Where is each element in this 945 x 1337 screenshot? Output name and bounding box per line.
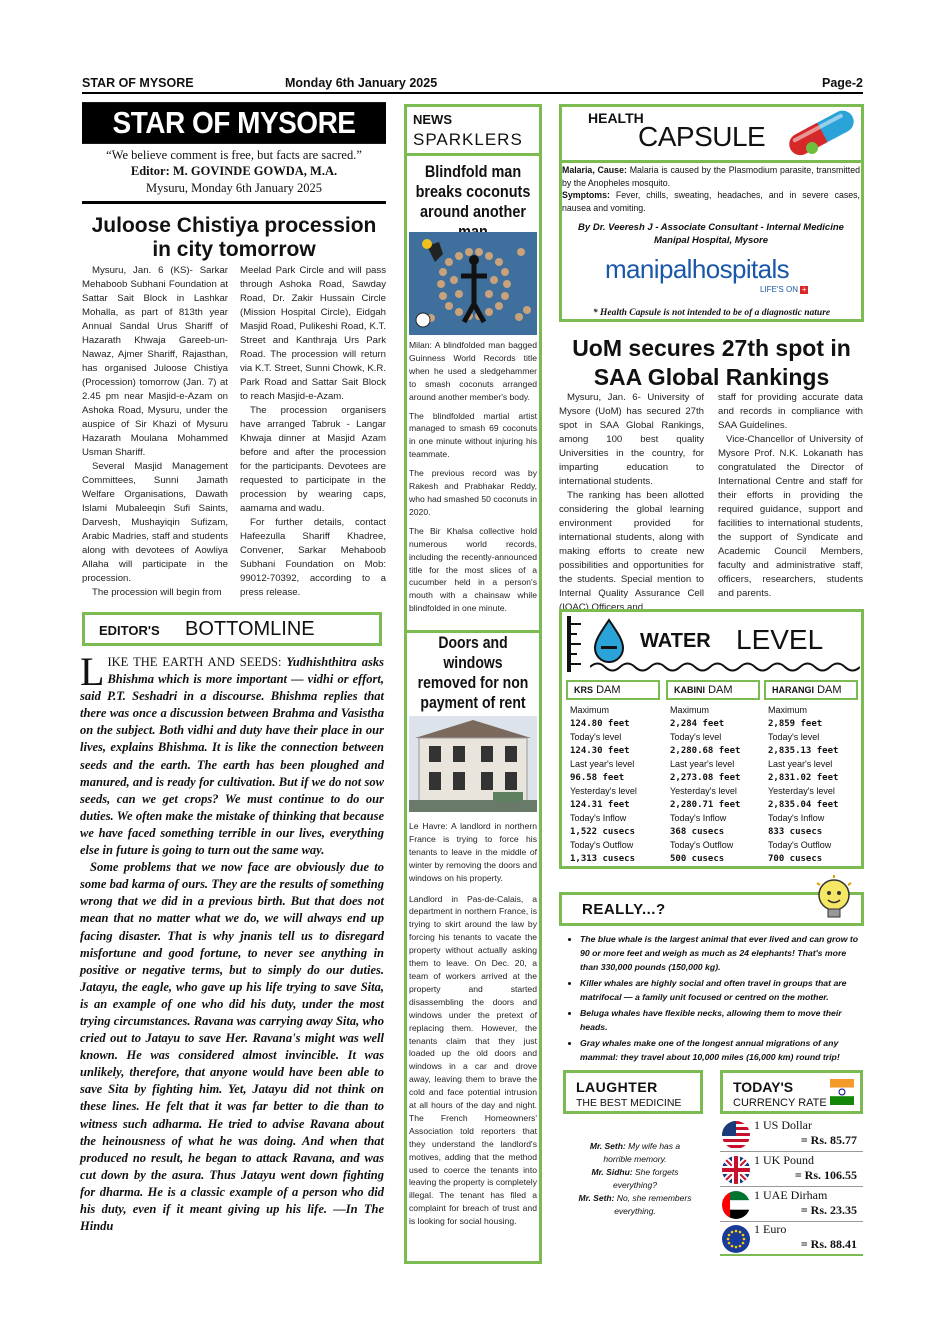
- lightbulb-icon: [813, 875, 855, 925]
- lead-para: Mysuru, Jan. 6 (KS)- Sarkar Mehaboob Subhani Foundation at Sattar Sait Block in Lashkar Mohalla, as part of 813th year Annual Sandal Urus Shariff of Hazarath Khwaja Gareeb-un-Nawaz, Ajmer Shariff, Rajasthan, has organised Juloose Chistiya (Procession) tomorrow (Jan. 7) at 2.45 pm near Masjid-e-Azam on Ashoka Road, Mysuru, under the auspice of Sir Khazi of Mysuru Hazarath Moulana Mohammed Usman Shariff.: [82, 265, 228, 458]
- dam-row: [570, 839, 662, 866]
- headline-line: Blindfold man: [424, 162, 522, 181]
- story-para: Landlord in Pas-de-Calais, a department in northern France, is trying to skirt around the law by forcing his tenants to vacate the property without actually asking them to leave. On Dec. 20, a team of workers arrived at the property and started disassembling the doors and windows under the pretext of replacing them. However, the tenants claim that they just loaded up the old doors and windows in a car and drove away, leaving them to brave the cold and face potential intrusion at all hours of the day and night. The French Homeowners' Association told reporters that they understand the landlord's motives, adding that the method used to coerce the tenants into leaving the property is completely illegal. The tenant has filed a complaint for breach of trust and is looking for social housing.: [409, 893, 537, 1227]
- currency-value: = Rs. 23.35: [800, 1203, 857, 1217]
- dam-row: [570, 758, 662, 785]
- uom-column-2: [718, 391, 863, 601]
- currency-value: = Rs. 106.55: [794, 1168, 857, 1182]
- byline-line: Manipal Hospital, Mysore: [653, 234, 769, 246]
- lead-para: The procession will begin from: [92, 587, 222, 598]
- label-bold: NEWS: [413, 112, 452, 127]
- row-label: Last year's level: [670, 759, 735, 769]
- dam-row: [670, 704, 762, 731]
- currency-row-aed: [720, 1188, 863, 1222]
- row-label: Today's Outflow: [670, 840, 734, 850]
- tagline-text: LIFE'S ON: [760, 285, 798, 294]
- dam-row: [768, 839, 860, 866]
- row-value: 2,280.71 feet: [670, 800, 741, 810]
- plus-icon: +: [801, 285, 807, 294]
- row-value: 2,859 feet: [768, 719, 823, 729]
- health-disclaimer: * Health Capsule is not intended to be of a diagnostic nature: [592, 308, 831, 318]
- row-label: Today's Inflow: [670, 813, 727, 823]
- health-text: [562, 164, 860, 214]
- page-header: [82, 74, 863, 94]
- headline-line: SAA Global Rankings: [593, 364, 830, 390]
- row-value: 124.31 feet: [570, 800, 630, 810]
- row-label: Yesterday's level: [768, 786, 835, 796]
- dam-data-kabini: [670, 704, 762, 866]
- row-value: 124.30 feet: [570, 746, 630, 756]
- uom-para: Mysuru, Jan. 6- University of Mysore (UoM) has secured 27th spot in SAA Global Rankings, among 100 best quality Universities in the country, for imparting education to international students.: [559, 392, 704, 487]
- editorial-para: Some problems that we now face are obviously due to some bad karma of ours. They are the results of something wrong that we did in a previous birth. But that does not mean that no matter what we do, we will always end up facing disaster. That is why jnanis tell us to disregard misfortune and good fortune, to never see anything in positive or negative terms, but to simply do our duties. Jatayu, the eagle, who gave up his life trying to save Sita, is an example of one who did his duty, under the most trying circumstances. Ravana was carrying away Sita, who cried out to Jatayu to save Her. Ravana's might was well known. He was considered almost invincible. It was unlikely, therefore, that anyone would have been able to save Sita by fighting him. Yet, Jatayu did not think on these lines. He felt that it was far better to die than to witness such adharma. He tried to advise Ravana about the heinousness of what he was doing. And when that produced no result, he began to attack Ravana, and was cut down by the asura. Thus Jatayu went down fighting for dharma. He is a classic example of a person who did his duty, even if it meant giving up his life. —In The Hindu: [80, 860, 384, 1234]
- masthead-motto: “We believe comment is free, but facts are sacred.”: [106, 148, 362, 162]
- lead-para: For further details, contact Hafeezulla Shariff Khadree, Convener, Sarkar Mehaboob Subhani Foundation on Mob: 99012-70392, according to a press release.: [240, 517, 386, 598]
- byline-line: By Dr. Veeresh J - Associate Consultant - Internal Medicine: [578, 222, 844, 233]
- us-flag-icon: [722, 1121, 750, 1149]
- masthead-dateline: Mysuru, Monday 6th January 2025: [145, 181, 323, 195]
- health-label-light: CAPSULE: [638, 121, 766, 152]
- line-text: She forgets everything?: [613, 1167, 679, 1190]
- malaria-text: Malaria is caused by the Plasmodium parasite, transmitted by the Anopheles mosquito.: [562, 165, 860, 188]
- currency-value: = Rs. 85.77: [800, 1133, 857, 1147]
- manipal-tagline: [760, 285, 808, 294]
- row-label: Maximum: [768, 705, 808, 715]
- india-flag-icon: [830, 1079, 854, 1105]
- joke-line: [575, 1166, 695, 1192]
- dam-data-krs: [570, 704, 662, 866]
- lead-column-2: [240, 264, 386, 600]
- really-label: REALLY...?: [582, 901, 666, 918]
- masthead-title: STAR OF MYSORE: [82, 102, 386, 144]
- currency-value: = Rs. 88.41: [800, 1237, 857, 1251]
- health-byline: [562, 222, 860, 247]
- row-value: 1,313 cusecs: [570, 854, 636, 864]
- dam-row: [768, 731, 860, 758]
- editorial-lead-caps: IKE THE EARTH AND SEEDS:: [107, 655, 282, 669]
- speaker: Mr. Seth:: [578, 1193, 615, 1203]
- editorial-para: Yudhishthitra asks Bhishma which is more important — vidhi or effort, said P.T. Seshadri in a discourse. Bhishma replies that there was once a discussion between Brahma and Vasistha on the subject. Both vidhi and duty have their place in our lives, explains Bhishma. It is like the connection between seeds and the earth. The earth has been ploughed and manured, and is ready for cultivation. But if we do not sow seeds, can we get crops? We must continue to do our duties. We often make the mistake of thinking that because we have faced something terrible in our lives, everything else in future is going to turn out the same way.: [80, 655, 384, 858]
- row-value: 2,835.04 feet: [768, 800, 839, 810]
- page-number: Page-2: [822, 76, 863, 90]
- fact-item: • Beluga whales have flexible necks, allowing them to move their heads.: [580, 1006, 864, 1034]
- row-value: 1,522 cusecs: [570, 827, 636, 837]
- dam-short: KABINI: [674, 685, 705, 695]
- masthead-editor: Editor: M. GOVINDE GOWDA, M.A.: [130, 164, 338, 178]
- row-value: 368 cusecs: [670, 827, 725, 837]
- label-bold: EDITOR'S: [99, 623, 160, 638]
- row-value: 96.58 feet: [570, 773, 625, 783]
- dam-row: [570, 731, 662, 758]
- dam-row: [768, 785, 860, 812]
- story-para: The Bir Khalsa collective hold numerous world records, including the recently-announced title for the most slices of a cucumber held in a person's mouth with a chainsaw while blindfolded in one minute.: [409, 525, 537, 614]
- water-label-bold: WATER: [640, 630, 711, 652]
- dam-row: [570, 812, 662, 839]
- dam-row: [768, 758, 860, 785]
- speaker: Mr. Sidhu:: [591, 1167, 633, 1177]
- story1-headline: [414, 162, 531, 242]
- dam-suffix: DAM: [817, 684, 842, 696]
- joke: [575, 1140, 695, 1218]
- currency-name: 1 US Dollar: [754, 1118, 812, 1132]
- dam-tab-kabini: [666, 680, 760, 700]
- row-value: 2,835.13 feet: [768, 746, 839, 756]
- dam-tab-harangi: [764, 680, 858, 700]
- lead-column-1: [82, 264, 228, 600]
- row-value: 2,280.68 feet: [670, 746, 741, 756]
- dam-data-harangi: [768, 704, 860, 866]
- currency-name: 1 Euro: [754, 1222, 787, 1236]
- joke-line: [575, 1192, 695, 1218]
- fact-item: • The blue whale is the largest animal that ever lived and can grow to 90 or more feet and weigh as much as 24 elephants! That's more than 330,000 pounds (150,000 kg).: [580, 932, 864, 974]
- editors-bottomline-label: [82, 612, 382, 646]
- story2-headline: [414, 633, 531, 713]
- label-bold: LAUGHTER: [576, 1079, 658, 1095]
- row-label: Yesterday's level: [670, 786, 737, 796]
- really-facts: [570, 932, 864, 1066]
- row-value: 2,284 feet: [670, 719, 725, 729]
- story-para: Milan: A blindfolded man bagged Guinness World Records title when he used a sledgehammer to smash coconuts arranged around another member's body.: [409, 340, 537, 402]
- health-label-bold: HEALTH: [588, 110, 644, 126]
- coconut-photo: [409, 232, 537, 335]
- fact-item: • Gray whales make one of the longest annual migrations of any mammal: they travel about 10,000 miles (16,000 km) round trip!: [580, 1036, 864, 1064]
- uae-flag-icon: [722, 1191, 750, 1219]
- label-light: BOTTOMLINE: [185, 618, 315, 640]
- uom-para: Vice-Chancellor of University of Mysore Prof. N.K. Lokanath has congratulated the Director of International Centre and staff for their efforts in providing the required guidance, support and facilities to international students, the support of Syndicate and Academic Council Members, faculty and administrative staff, officers, researchers, students and parents.: [718, 434, 863, 599]
- malaria-label: Malaria, Cause:: [562, 165, 627, 175]
- coconut-illustration: [409, 232, 537, 335]
- label-light: SPARKLERS: [413, 130, 523, 149]
- row-value: 700 cusecs: [768, 854, 823, 864]
- uom-headline: [559, 334, 864, 392]
- house-photo: [409, 716, 537, 812]
- water-label-light: LEVEL: [736, 624, 824, 655]
- eu-flag-icon: [722, 1225, 750, 1253]
- row-value: 833 cusecs: [768, 827, 823, 837]
- currency-row-usd: [720, 1118, 863, 1152]
- row-label: Maximum: [670, 705, 710, 715]
- story-para: The blindfolded martial artist managed to smash 69 coconuts in one minute without injuring his teammate.: [409, 410, 537, 460]
- capsule-icon: [780, 108, 862, 156]
- speaker: Mr. Seth:: [589, 1141, 626, 1151]
- symptoms-text: Fever, chills, sweating, headaches, and in severe cases, nausea and vomiting.: [562, 190, 860, 213]
- label-light: CURRENCY RATE: [733, 1097, 827, 1109]
- headline-line: Doors and windows: [438, 634, 508, 672]
- story2-body: [409, 820, 537, 1228]
- laughter-label-box: [563, 1070, 703, 1114]
- label-light: THE BEST MEDICINE: [576, 1097, 682, 1109]
- row-value: 2,273.08 feet: [670, 773, 741, 783]
- uom-column-1: [559, 391, 704, 615]
- row-label: Today's Outflow: [570, 840, 634, 850]
- headline-line: payment of rent: [420, 694, 526, 712]
- dam-row: [570, 704, 662, 731]
- currency-name: 1 UK Pound: [754, 1153, 815, 1167]
- dam-row: [670, 758, 762, 785]
- row-label: Today's level: [670, 732, 722, 742]
- dam-tab-krs: [566, 680, 660, 700]
- lead-headline: [82, 214, 386, 262]
- headline-line: removed for non: [417, 674, 529, 692]
- row-value: 500 cusecs: [670, 854, 725, 864]
- story-para: Le Havre: A landlord in northern France is trying to force his tenants to leave in the middle of winter by removing the doors and windows on his property.: [409, 821, 537, 883]
- row-label: Today's level: [570, 732, 622, 742]
- lead-headline-line-1: Juloose Chistiya procession: [91, 214, 377, 237]
- news-sparklers-label: [404, 104, 542, 156]
- currency-name: 1 UAE Dirham: [754, 1188, 828, 1202]
- row-label: Maximum: [570, 705, 610, 715]
- headline-line: UoM secures 27th spot in: [572, 335, 851, 361]
- uom-para: The ranking has been allotted considering the global learning environment provided for international students, along with making efforts to create new possibilities and opportunities for the students. Special mention to Internal Quality Assurance Cell (IQAC) Officers and: [559, 490, 704, 613]
- dam-row: [670, 785, 762, 812]
- line-text: My wife has a horrible memory.: [603, 1141, 681, 1164]
- dam-row: [570, 785, 662, 812]
- label-bold: TODAY'S: [733, 1079, 794, 1095]
- dam-short: KRS: [574, 685, 594, 695]
- row-label: Today's Inflow: [768, 813, 825, 823]
- dam-short: HARANGI: [772, 685, 814, 695]
- issue-date: Monday 6th January 2025: [285, 76, 438, 90]
- water-waves-icon: [590, 660, 860, 674]
- currency-row-gbp: [720, 1153, 863, 1187]
- joke-line: [575, 1140, 695, 1166]
- lead-headline-line-2: in city tomorrow: [152, 238, 316, 261]
- row-label: Today's Inflow: [570, 813, 627, 823]
- manipal-logo: manipalhospitals: [605, 254, 790, 284]
- line-text: No, she remembers everything.: [614, 1193, 692, 1216]
- divider: [559, 160, 864, 163]
- dam-suffix: DAM: [596, 684, 621, 696]
- fact-item: • Killer whales are highly social and often travel in groups that are matrifocal — a family unit focused or centred on the mother.: [580, 976, 864, 1004]
- row-value: 2,831.02 feet: [768, 773, 839, 783]
- symptoms-label: Symptoms:: [562, 190, 610, 200]
- house-illustration: [409, 716, 537, 812]
- headline-line: breaks coconuts: [415, 182, 531, 201]
- lead-para: Meelad Park Circle and will pass through Ashoka Road, Sawday Road, Dr. Zakir Hussain Circle (Mission Hospital Circle), Eidgah Masjid Road, Pulikeshi Road, K.T. Street and Kanthraja Urs Park Road. The procession will return via K.T. Street, Sunni Chowk, K.R. Park Road and Sattar Sait Block to reach Masjid-e-Azam.: [240, 265, 386, 402]
- dam-row: [670, 839, 762, 866]
- headline-line: around another: [420, 202, 526, 221]
- story-para: The previous record was by Rakesh and Prabhakar Reddy, who had smashed 50 coconuts in 2020.: [409, 468, 537, 517]
- masthead-rule: [82, 201, 386, 204]
- row-label: Last year's level: [768, 759, 833, 769]
- editorial-text: [80, 649, 384, 1235]
- row-value: 124.80 feet: [570, 719, 630, 729]
- lead-para: Several Masjid Management Committees, Sunni Jamath Welfare Organisations, Dawath Islami Mubaleeqin Sufi Saints, Darvesh, Mushayiqin Sufizam, Arabic Madries, staff and students along with devotees of Aowliya Allaha will participate in the procession.: [82, 461, 228, 584]
- dam-row: [670, 812, 762, 839]
- lead-para: The procession organisers have arranged Tabruk - Langar Khwaja dinner at Masjid Azam before and after the procession for the participants. Devotees are requested to participate in the procession by wearing caps, aamama and wadu.: [240, 405, 386, 514]
- dam-row: [670, 731, 762, 758]
- drop-cap: L: [80, 649, 105, 694]
- currency-row-eur: [720, 1222, 863, 1256]
- row-label: Today's level: [768, 732, 820, 742]
- row-label: Yesterday's level: [570, 786, 637, 796]
- uom-para: staff for providing accurate data and records in compliance with SAA Guidelines.: [718, 392, 863, 431]
- dam-suffix: DAM: [708, 684, 733, 696]
- currency-label-box: [720, 1070, 863, 1114]
- row-label: Today's Outflow: [768, 840, 832, 850]
- story1-body: [409, 339, 537, 615]
- paper-name: STAR OF MYSORE: [82, 76, 194, 90]
- dam-row: [768, 704, 860, 731]
- row-label: Last year's level: [570, 759, 635, 769]
- uk-flag-icon: [722, 1156, 750, 1184]
- dam-row: [768, 812, 860, 839]
